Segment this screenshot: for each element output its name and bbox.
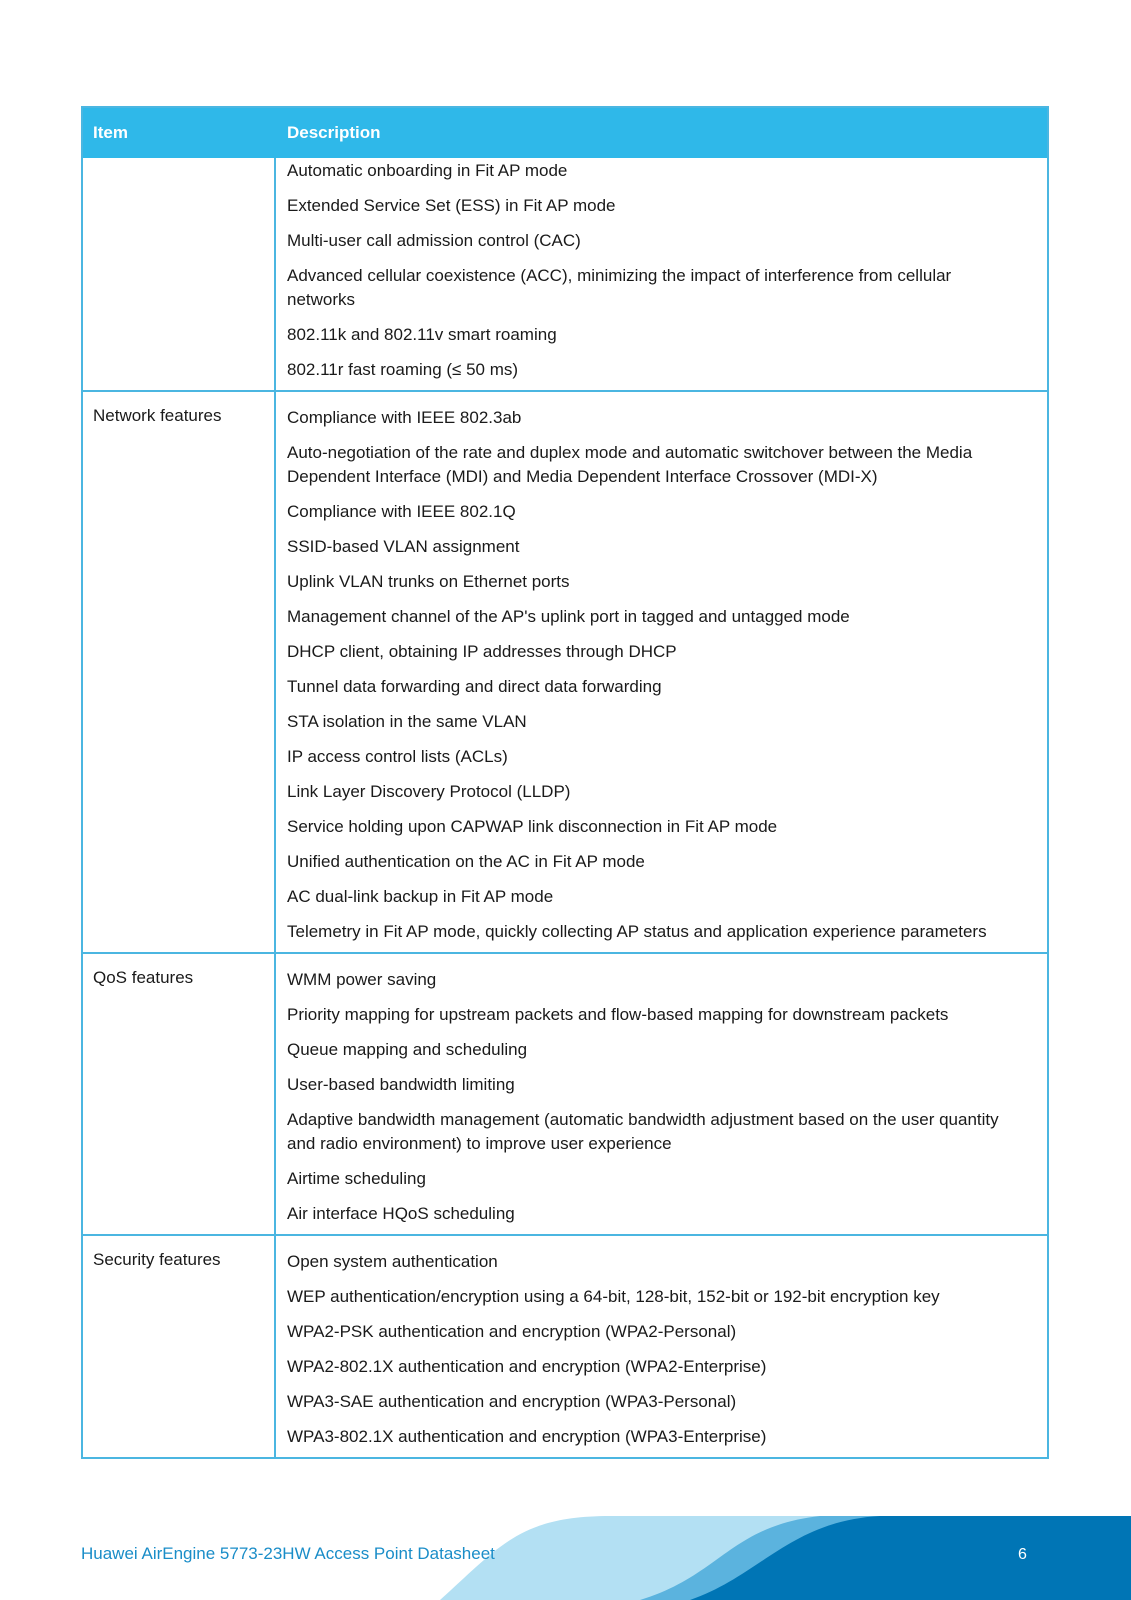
description-line: WPA3-802.1X authentication and encryption (WPA3-Enterprise) bbox=[287, 1427, 767, 1446]
description-line: Compliance with IEEE 802.3ab bbox=[287, 408, 522, 427]
description-line: Airtime scheduling bbox=[287, 1169, 426, 1188]
description-line: Unified authentication on the AC in Fit AP mode bbox=[287, 852, 645, 871]
item-cell bbox=[83, 158, 276, 390]
header-item: Item bbox=[93, 123, 128, 142]
description-line: Compliance with IEEE 802.1Q bbox=[287, 502, 516, 521]
item-cell: Network features bbox=[83, 392, 276, 952]
item-cell: Security features bbox=[83, 1236, 276, 1457]
feature-table bbox=[81, 106, 1049, 1459]
description-line: IP access control lists (ACLs) bbox=[287, 747, 508, 766]
description-line: Extended Service Set (ESS) in Fit AP mode bbox=[287, 196, 616, 215]
description-line: Telemetry in Fit AP mode, quickly collecting AP status and application experience parameters bbox=[287, 922, 987, 941]
description-line: Auto-negotiation of the rate and duplex mode and automatic switchover between the Media Dependent Interface (MDI) and Media Dependent Interface Crossover (MDI-X) bbox=[287, 443, 973, 486]
description-line: Adaptive bandwidth management (automatic bandwidth adjustment based on the user quantity and radio environment) to improve user experience bbox=[287, 1110, 999, 1153]
description-line: Automatic onboarding in Fit AP mode bbox=[287, 161, 568, 180]
description-line: Air interface HQoS scheduling bbox=[287, 1204, 515, 1223]
description-line: WMM power saving bbox=[287, 970, 437, 989]
description-line: STA isolation in the same VLAN bbox=[287, 712, 527, 731]
description-line: Priority mapping for upstream packets and flow-based mapping for downstream packets bbox=[287, 1005, 949, 1024]
table-row bbox=[83, 1234, 1047, 1457]
description-line: WPA2-802.1X authentication and encryption (WPA2-Enterprise) bbox=[287, 1357, 767, 1376]
description-line: Advanced cellular coexistence (ACC), minimizing the impact of interference from cellular networks bbox=[287, 266, 952, 309]
table-row bbox=[83, 158, 1047, 390]
description-cell bbox=[276, 954, 1047, 1234]
description-line: WPA2-PSK authentication and encryption (WPA2-Personal) bbox=[287, 1322, 737, 1341]
description-line: AC dual-link backup in Fit AP mode bbox=[287, 887, 554, 906]
description-line: SSID-based VLAN assignment bbox=[287, 537, 520, 556]
description-line: Open system authentication bbox=[287, 1252, 498, 1271]
description-line: DHCP client, obtaining IP addresses through DHCP bbox=[287, 642, 677, 661]
page-footer bbox=[0, 1516, 1131, 1600]
description-cell bbox=[276, 1236, 1047, 1457]
item-cell: QoS features bbox=[83, 954, 276, 1234]
description-line: Multi-user call admission control (CAC) bbox=[287, 231, 581, 250]
page-number: 6 bbox=[1018, 1546, 1027, 1563]
document-title: Huawei AirEngine 5773-23HW Access Point Datasheet bbox=[81, 1544, 495, 1563]
description-line: 802.11k and 802.11v smart roaming bbox=[287, 325, 557, 344]
description-line: Tunnel data forwarding and direct data forwarding bbox=[287, 677, 662, 696]
description-line: User-based bandwidth limiting bbox=[287, 1075, 515, 1094]
table-row bbox=[83, 390, 1047, 952]
description-cell bbox=[276, 158, 1047, 390]
table-body bbox=[83, 158, 1047, 1457]
header-description: Description bbox=[287, 123, 381, 142]
description-line: WPA3-SAE authentication and encryption (WPA3-Personal) bbox=[287, 1392, 737, 1411]
description-line: Queue mapping and scheduling bbox=[287, 1040, 528, 1059]
description-line: Management channel of the AP's uplink port in tagged and untagged mode bbox=[287, 607, 850, 626]
description-line: Uplink VLAN trunks on Ethernet ports bbox=[287, 572, 570, 591]
table-header bbox=[83, 108, 1047, 158]
description-line: 802.11r fast roaming (≤ 50 ms) bbox=[287, 360, 519, 379]
description-line: Service holding upon CAPWAP link disconnection in Fit AP mode bbox=[287, 817, 778, 836]
description-cell bbox=[276, 392, 1047, 952]
description-line: Link Layer Discovery Protocol (LLDP) bbox=[287, 782, 571, 801]
table-row bbox=[83, 952, 1047, 1234]
description-line: WEP authentication/encryption using a 64-bit, 128-bit, 152-bit or 192-bit encryption key bbox=[287, 1287, 940, 1306]
